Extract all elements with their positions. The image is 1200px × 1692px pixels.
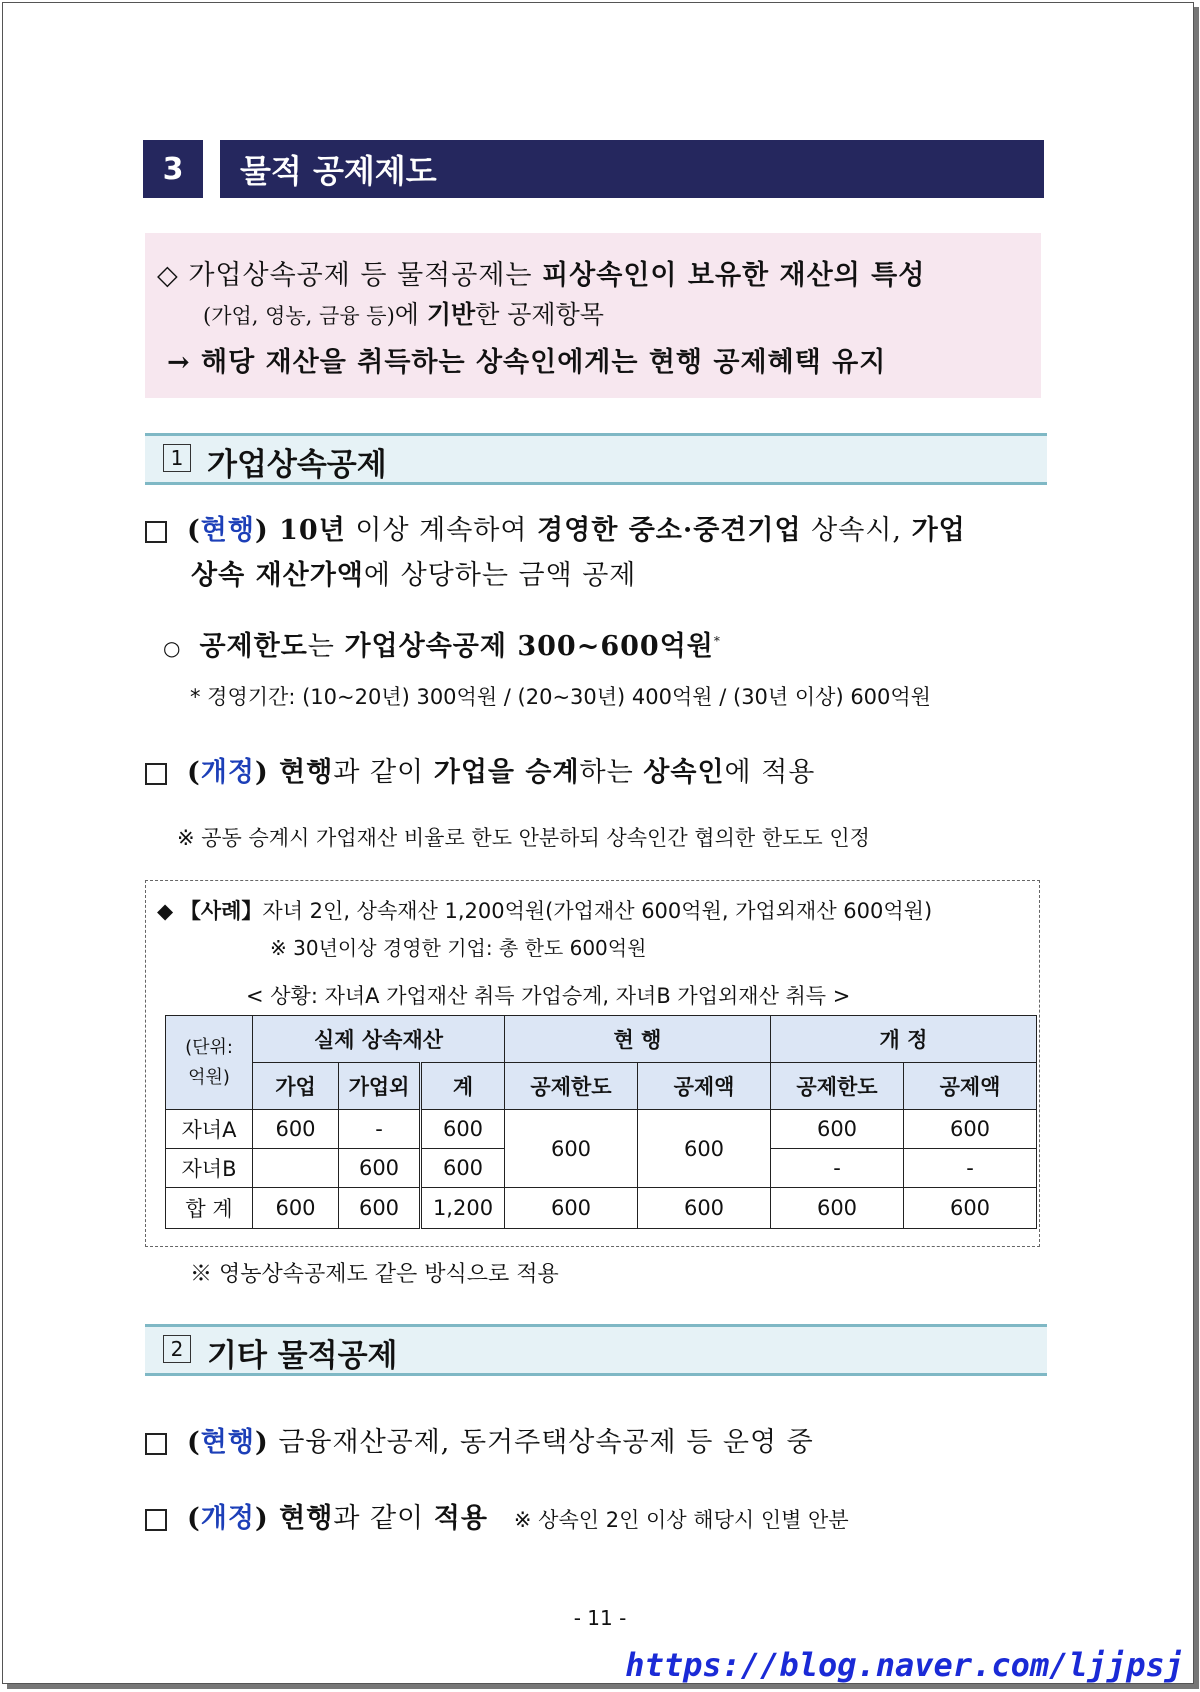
cell: 600: [638, 1110, 771, 1188]
summary-line-3: → 해당 재산을 취득하는 상속인에게는 현행 공제혜택 유지: [167, 347, 887, 378]
circle-bullet-icon: ○: [163, 636, 182, 660]
checkbox-icon: [145, 521, 167, 543]
text: 과 같이: [333, 1503, 434, 1534]
revised-note: ※ 공동 승계시 가업재산 비율로 한도 안분하되 상속인간 협의한 한도도 인정: [177, 826, 870, 850]
bold-text: 상속 재산가액: [191, 560, 364, 591]
summary-paren: (가업, 영농, 금융 등): [203, 304, 395, 328]
cell: 600: [904, 1188, 1037, 1229]
bold-text: 10년: [279, 515, 346, 546]
bold-text: 현행: [279, 1503, 334, 1534]
page-number: - 11 -: [573, 1606, 627, 1630]
bold-text: 가업: [911, 515, 966, 546]
watermark-url[interactable]: https://blog.naver.com/ljjpsj: [625, 1646, 1184, 1684]
cell: -: [339, 1110, 421, 1149]
checkbox-icon: [145, 763, 167, 785]
example-table: [165, 1015, 1037, 1229]
summary-text: 한 공제항목: [475, 300, 604, 329]
text: 과 같이: [333, 757, 434, 788]
current-tag: 현행: [200, 1427, 255, 1458]
group-header-current: 현 행: [505, 1016, 771, 1063]
cell: 600: [505, 1188, 638, 1229]
text: 이상 계속하여: [345, 515, 538, 546]
table-row: [166, 1110, 1037, 1149]
cell: 600: [771, 1110, 904, 1149]
section-number-box: 3: [143, 140, 203, 198]
section2-current-line: (현행) 금융재산공제, 동거주택상속공제 등 운영 중: [145, 1420, 814, 1459]
col-header: 공제한도: [771, 1063, 904, 1110]
example-label: 【사례】: [179, 899, 263, 923]
cell: 600: [339, 1149, 421, 1188]
cell: 600: [638, 1188, 771, 1229]
summary-text: 에: [394, 300, 427, 329]
revised-tag: 개정: [200, 757, 255, 788]
example-line-1: [157, 895, 932, 925]
page-title: 물적 공제제도: [220, 140, 1044, 198]
text: 하는: [579, 757, 644, 788]
example-line-2: ※ 30년이상 경영한 기업: 총 한도 600억원: [270, 936, 647, 960]
cell: 1,200: [421, 1188, 505, 1229]
section-number: 2: [163, 1335, 191, 1363]
row-label: 자녀B: [166, 1149, 253, 1188]
bold-text: 가업상속공제 300~600억원: [344, 631, 714, 662]
col-header: 계: [421, 1063, 505, 1110]
group-header-actual: 실제 상속재산: [253, 1016, 505, 1063]
section-title: 기타 물적공제: [207, 1338, 398, 1374]
bold-text: 공제한도: [199, 631, 308, 662]
section-title: 가업상속공제: [207, 447, 387, 483]
row-label: 합 계: [166, 1188, 253, 1229]
current-line-1: (현행) 10년 이상 계속하여 경영한 중소·중견기업 상속시, 가업: [145, 508, 966, 547]
bold-text: 상속인: [643, 757, 725, 788]
unit-text: 억원): [188, 1066, 230, 1088]
summary-box: [145, 233, 1041, 398]
limit-footnote: * 경영기간: (10~20년) 300억원 / (20~30년) 400억원 / (30년 이상) 600억원: [190, 685, 931, 709]
cell: 600: [253, 1188, 339, 1229]
unit-cell: [166, 1016, 253, 1110]
revised-tag: 개정: [200, 1503, 255, 1534]
cell: 600: [771, 1188, 904, 1229]
cell: [253, 1149, 339, 1188]
row-label: 자녀A: [166, 1110, 253, 1149]
text: 금융재산공제, 동거주택상속공제 등 운영 중: [268, 1427, 814, 1458]
col-header: 공제한도: [505, 1063, 638, 1110]
example-note: ※ 영농상속공제도 같은 방식으로 적용: [190, 1262, 559, 1287]
bold-text: 적용: [433, 1503, 488, 1534]
col-header: 가업: [253, 1063, 339, 1110]
summary-line-1: [157, 253, 925, 292]
col-header: 공제액: [638, 1063, 771, 1110]
checkbox-icon: [145, 1509, 167, 1531]
cell: 600: [421, 1149, 505, 1188]
summary-bold: 기반: [426, 300, 476, 329]
cell: 600: [421, 1110, 505, 1149]
summary-text: ◇ 가업상속공제 등 물적공제는: [157, 260, 543, 291]
text: 는: [307, 631, 345, 662]
section2-revised-line: (개정) 현행과 같이 적용 ※ 상속인 2인 이상 해당시 인별 안분: [145, 1496, 849, 1535]
cell: -: [904, 1149, 1037, 1188]
bold-text: 현행: [279, 757, 334, 788]
cell: 600: [505, 1110, 638, 1188]
current-line-2: [191, 553, 636, 592]
section-number: 1: [163, 444, 191, 472]
text: 상속시,: [801, 515, 912, 546]
example-situation: < 상황: 자녀A 가업재산 취득 가업승계, 자녀B 가업외재산 취득 >: [246, 984, 851, 1008]
cell: 600: [339, 1188, 421, 1229]
table-row-total: [166, 1188, 1037, 1229]
example-text: 자녀 2인, 상속재산 1,200억원(가업재산 600억원, 가업외재산 600억원): [262, 899, 933, 923]
diamond-icon: ◆: [157, 899, 174, 923]
summary-bold: 피상속인이 보유한 재산의 특성: [542, 260, 926, 291]
cell: 600: [253, 1110, 339, 1149]
current-tag: 현행: [200, 515, 255, 546]
unit-text: (단위:: [185, 1036, 233, 1058]
section-header-2: [145, 1324, 1047, 1376]
text: 에 상당하는 금액 공제: [363, 560, 637, 591]
group-header-revised: 개 정: [771, 1016, 1037, 1063]
limit-line: [163, 624, 721, 663]
text: 에 적용: [724, 757, 816, 788]
summary-line-2: [203, 295, 604, 331]
revised-note: ※ 상속인 2인 이상 해당시 인별 안분: [513, 1508, 849, 1532]
bold-text: 경영한 중소·중견기업: [537, 515, 802, 546]
checkbox-icon: [145, 1433, 167, 1455]
col-header: 공제액: [904, 1063, 1037, 1110]
cell: 600: [904, 1110, 1037, 1149]
bold-text: 가업을 승계: [433, 757, 580, 788]
footnote-mark: *: [713, 634, 721, 648]
revised-line: (개정) 현행과 같이 가업을 승계하는 상속인에 적용: [145, 750, 815, 789]
col-header: 가업외: [339, 1063, 421, 1110]
section-header-1: [145, 433, 1047, 485]
cell: -: [771, 1149, 904, 1188]
